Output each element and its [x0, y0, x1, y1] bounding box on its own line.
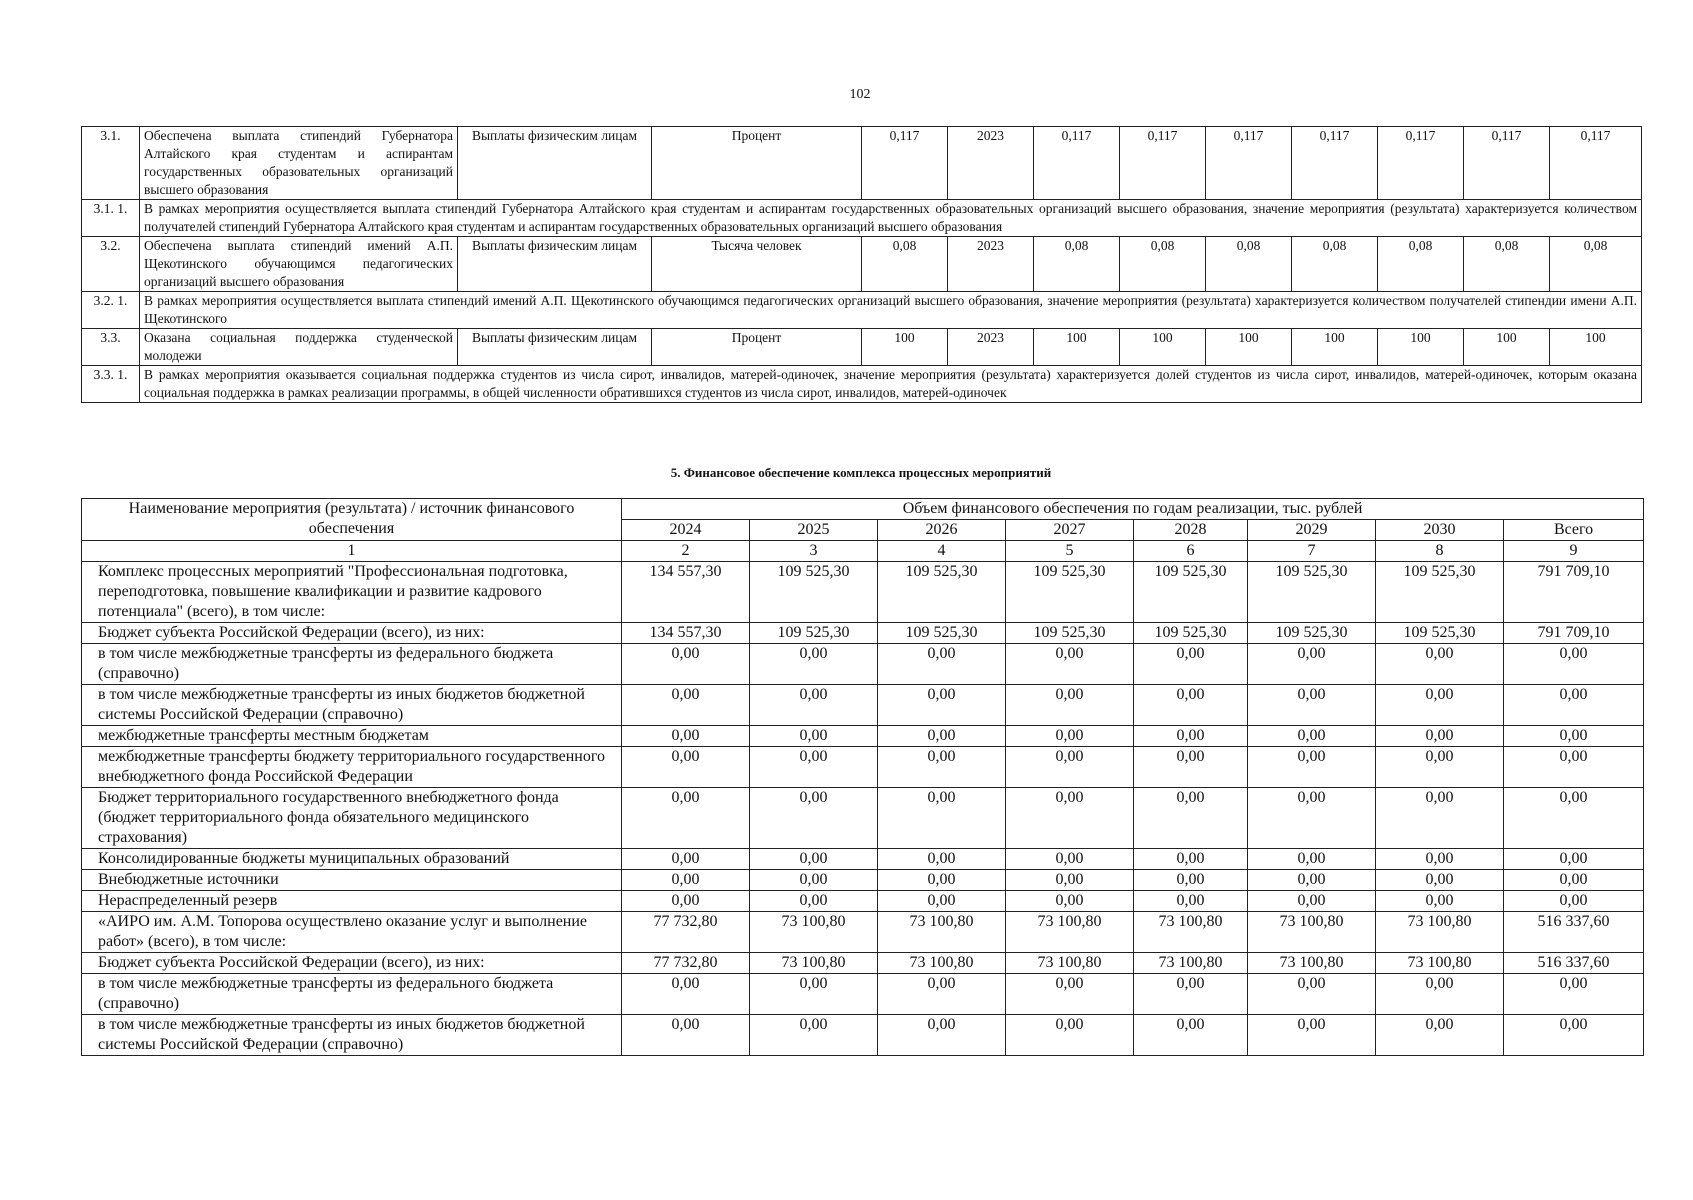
result-year-value: 0,08 [1120, 237, 1206, 292]
result-unit: Процент [652, 127, 862, 200]
financing-amount: 0,00 [1248, 974, 1376, 1015]
result-year-value: 0,117 [1292, 127, 1378, 200]
column-number: 3 [750, 541, 878, 562]
financing-amount: 0,00 [1006, 726, 1134, 747]
financing-amount: 0,00 [750, 726, 878, 747]
financing-amount: 0,00 [1376, 974, 1504, 1015]
financing-amount: 0,00 [1006, 974, 1134, 1015]
financing-amount: 0,00 [878, 974, 1006, 1015]
financing-source-name: Комплекс процессных мероприятий "Профессиональная подготовка, переподготовка, повышение квалификации и развитие кадрового потенциала" (всего), в том числе: [82, 562, 622, 623]
year-header: 2026 [878, 520, 1006, 541]
year-header: 2025 [750, 520, 878, 541]
financing-amount: 0,00 [1376, 891, 1504, 912]
financing-amount: 0,00 [622, 849, 750, 870]
financing-amount: 0,00 [1134, 747, 1248, 788]
result-description: Оказана социальная поддержка студенческой молодежи [140, 329, 458, 366]
financing-row [82, 953, 1644, 974]
result-year-value: 100 [1378, 329, 1464, 366]
financing-amount: 73 100,80 [878, 912, 1006, 953]
financing-row [82, 788, 1644, 849]
financing-row [82, 870, 1644, 891]
financing-amount: 0,00 [1248, 726, 1376, 747]
financing-amount: 0,00 [1504, 644, 1644, 685]
result-kind: Выплаты физическим лицам [458, 127, 652, 200]
financing-amount: 0,00 [878, 891, 1006, 912]
result-year-value: 100 [1120, 329, 1206, 366]
financing-amount: 0,00 [622, 644, 750, 685]
result-note-row [82, 366, 1642, 403]
financing-source-name: в том числе межбюджетные трансферты из иных бюджетов бюджетной системы Российской Федерации (справочно) [82, 685, 622, 726]
result-year-value: 100 [1292, 329, 1378, 366]
financing-row [82, 747, 1644, 788]
financing-amount: 0,00 [1006, 891, 1134, 912]
financing-amount: 0,00 [1134, 644, 1248, 685]
result-year-value: 0,08 [1292, 237, 1378, 292]
result-unit: Процент [652, 329, 862, 366]
results-table [81, 126, 1642, 403]
financing-row [82, 1015, 1644, 1056]
financing-amount: 73 100,80 [750, 953, 878, 974]
financing-amount: 0,00 [1376, 788, 1504, 849]
column-number: 9 [1504, 541, 1644, 562]
result-row [82, 329, 1642, 366]
financing-amount: 0,00 [1248, 891, 1376, 912]
financing-amount: 109 525,30 [878, 623, 1006, 644]
header-name: Наименование мероприятия (результата) / источник финансового обеспечения [82, 499, 622, 541]
financing-amount: 77 732,80 [622, 953, 750, 974]
result-year-value: 100 [1464, 329, 1550, 366]
financing-amount: 0,00 [1248, 685, 1376, 726]
financing-source-name: Бюджет субъекта Российской Федерации (всего), из них: [82, 953, 622, 974]
result-row [82, 237, 1642, 292]
result-note-row [82, 200, 1642, 237]
financing-amount: 0,00 [878, 788, 1006, 849]
financing-amount: 0,00 [750, 747, 878, 788]
financing-source-name: Внебюджетные источники [82, 870, 622, 891]
financing-amount: 109 525,30 [1134, 562, 1248, 623]
header-group: Объем финансового обеспечения по годам реализации, тыс. рублей [622, 499, 1644, 520]
financing-amount: 0,00 [1006, 870, 1134, 891]
result-base-value: 0,117 [862, 127, 948, 200]
financing-amount: 516 337,60 [1504, 953, 1644, 974]
financing-amount: 0,00 [878, 849, 1006, 870]
financing-amount: 0,00 [1376, 870, 1504, 891]
financing-amount: 0,00 [878, 644, 1006, 685]
financing-source-name: межбюджетные трансферты бюджету территориального государственного внебюджетного фонда Российской Федерации [82, 747, 622, 788]
year-header: 2030 [1376, 520, 1504, 541]
financing-amount: 0,00 [1134, 1015, 1248, 1056]
note-number: 3.2. 1. [82, 292, 140, 329]
year-header: 2024 [622, 520, 750, 541]
year-header: 2027 [1006, 520, 1134, 541]
financing-amount: 0,00 [750, 891, 878, 912]
note-number: 3.3. 1. [82, 366, 140, 403]
financing-amount: 73 100,80 [1006, 912, 1134, 953]
year-header: 2029 [1248, 520, 1376, 541]
financing-row [82, 644, 1644, 685]
financing-amount: 0,00 [878, 726, 1006, 747]
financing-amount: 0,00 [1248, 644, 1376, 685]
financing-amount: 0,00 [622, 1015, 750, 1056]
result-number: 3.1. [82, 127, 140, 200]
financing-source-name: Бюджет территориального государственного внебюджетного фонда (бюджет территориального фонда обязательного медицинского страхования) [82, 788, 622, 849]
financing-amount: 73 100,80 [1248, 912, 1376, 953]
financing-amount: 0,00 [622, 788, 750, 849]
financing-amount: 73 100,80 [1006, 953, 1134, 974]
financing-source-name: «АИРО им. А.М. Топорова осуществлено оказание услуг и выполнение работ» (всего), в том числе: [82, 912, 622, 953]
financing-amount: 0,00 [1504, 685, 1644, 726]
financing-amount: 109 525,30 [1248, 623, 1376, 644]
financing-amount: 0,00 [1006, 685, 1134, 726]
financing-amount: 0,00 [622, 726, 750, 747]
column-number: 2 [622, 541, 750, 562]
financing-amount: 0,00 [1376, 644, 1504, 685]
result-base-year: 2023 [948, 237, 1034, 292]
result-note-row [82, 292, 1642, 329]
financing-amount: 0,00 [1006, 788, 1134, 849]
result-year-value: 0,117 [1120, 127, 1206, 200]
financing-amount: 0,00 [1248, 788, 1376, 849]
financing-source-name: в том числе межбюджетные трансферты из федерального бюджета (справочно) [82, 974, 622, 1015]
financing-amount: 73 100,80 [878, 953, 1006, 974]
financing-row [82, 685, 1644, 726]
result-kind: Выплаты физическим лицам [458, 329, 652, 366]
column-number: 1 [82, 541, 622, 562]
year-header: Всего [1504, 520, 1644, 541]
financing-source-name: в том числе межбюджетные трансферты из иных бюджетов бюджетной системы Российской Федерации (справочно) [82, 1015, 622, 1056]
financing-row [82, 562, 1644, 623]
financing-amount: 109 525,30 [1006, 562, 1134, 623]
financing-amount: 0,00 [1376, 726, 1504, 747]
financing-amount: 0,00 [1376, 685, 1504, 726]
financing-amount: 109 525,30 [1248, 562, 1376, 623]
note-number: 3.1. 1. [82, 200, 140, 237]
column-number: 5 [1006, 541, 1134, 562]
financing-amount: 0,00 [622, 870, 750, 891]
result-row [82, 127, 1642, 200]
financing-amount: 0,00 [1248, 1015, 1376, 1056]
financing-amount: 73 100,80 [750, 912, 878, 953]
financing-amount: 0,00 [1134, 870, 1248, 891]
financing-amount: 134 557,30 [622, 562, 750, 623]
financing-amount: 0,00 [1134, 685, 1248, 726]
financing-amount: 0,00 [750, 974, 878, 1015]
page-number: 102 [849, 87, 871, 102]
section-title: 5. Финансовое обеспечение комплекса процессных мероприятий [670, 465, 1052, 480]
financing-amount: 516 337,60 [1504, 912, 1644, 953]
financing-amount: 0,00 [1504, 1015, 1644, 1056]
column-number: 4 [878, 541, 1006, 562]
financing-amount: 0,00 [1134, 788, 1248, 849]
financing-amount: 0,00 [750, 685, 878, 726]
financing-amount: 0,00 [1504, 788, 1644, 849]
result-year-value: 100 [1550, 329, 1642, 366]
financing-amount: 77 732,80 [622, 912, 750, 953]
financing-amount: 0,00 [1006, 747, 1134, 788]
result-year-value: 0,08 [1034, 237, 1120, 292]
result-year-value: 0,117 [1464, 127, 1550, 200]
financing-amount: 109 525,30 [750, 562, 878, 623]
financing-amount: 0,00 [750, 870, 878, 891]
financing-row [82, 891, 1644, 912]
financing-source-name: Бюджет субъекта Российской Федерации (всего), из них: [82, 623, 622, 644]
note-text: В рамках мероприятия осуществляется выплата стипендий Губернатора Алтайского края студентам и аспирантам государственных образовательных организаций высшего образования, значение мероприятия (результата) характеризуется количеством получателей стипендий Губернатора Алтайского края студентам и аспирантам государственных образовательных организаций высшего образования [140, 200, 1642, 237]
result-year-value: 0,117 [1206, 127, 1292, 200]
result-base-year: 2023 [948, 127, 1034, 200]
result-year-value: 0,08 [1464, 237, 1550, 292]
financing-amount: 0,00 [750, 644, 878, 685]
result-year-value: 0,08 [1206, 237, 1292, 292]
financing-amount: 0,00 [1006, 849, 1134, 870]
financing-amount: 109 525,30 [750, 623, 878, 644]
column-number: 7 [1248, 541, 1376, 562]
financing-amount: 0,00 [1134, 891, 1248, 912]
financing-amount: 0,00 [1134, 849, 1248, 870]
note-text: В рамках мероприятия оказывается социальная поддержка студентов из числа сирот, инвалидов, матерей-одиночек, значение мероприятия (результата) характеризуется долей студентов из числа сирот, инвалидов, матерей-одиночек, которым оказана социальная поддержка в рамках реализации программы, в общей численности обратившихся студентов из числа сирот, инвалидов, матерей-одиночек [140, 366, 1642, 403]
column-numbers-row [82, 541, 1644, 562]
financing-source-name: Нераспределенный резерв [82, 891, 622, 912]
financing-amount: 0,00 [1006, 644, 1134, 685]
financing-amount: 0,00 [1504, 870, 1644, 891]
financing-amount: 109 525,30 [1006, 623, 1134, 644]
financing-amount: 73 100,80 [1376, 912, 1504, 953]
financing-row [82, 974, 1644, 1015]
financing-amount: 791 709,10 [1504, 562, 1644, 623]
financing-amount: 0,00 [1006, 1015, 1134, 1056]
financing-amount: 0,00 [878, 870, 1006, 891]
result-year-value: 0,08 [1550, 237, 1642, 292]
result-number: 3.3. [82, 329, 140, 366]
result-year-value: 0,117 [1550, 127, 1642, 200]
financing-amount: 134 557,30 [622, 623, 750, 644]
result-year-value: 0,117 [1378, 127, 1464, 200]
financing-amount: 73 100,80 [1376, 953, 1504, 974]
financing-amount: 0,00 [1248, 747, 1376, 788]
financing-amount: 0,00 [622, 974, 750, 1015]
financing-amount: 0,00 [1134, 974, 1248, 1015]
financing-amount: 0,00 [1504, 849, 1644, 870]
result-year-value: 0,08 [1378, 237, 1464, 292]
year-header: 2028 [1134, 520, 1248, 541]
financing-amount: 0,00 [1376, 1015, 1504, 1056]
result-year-value: 100 [1034, 329, 1120, 366]
financing-amount: 0,00 [622, 685, 750, 726]
financing-row [82, 726, 1644, 747]
financing-amount: 0,00 [622, 747, 750, 788]
result-kind: Выплаты физическим лицам [458, 237, 652, 292]
financing-amount: 0,00 [878, 685, 1006, 726]
financing-amount: 0,00 [878, 1015, 1006, 1056]
result-base-value: 100 [862, 329, 948, 366]
financing-amount: 0,00 [1504, 891, 1644, 912]
financing-row [82, 912, 1644, 953]
result-base-year: 2023 [948, 329, 1034, 366]
financing-source-name: Консолидированные бюджеты муниципальных образований [82, 849, 622, 870]
financing-table [81, 498, 1644, 1056]
financing-amount: 109 525,30 [1376, 623, 1504, 644]
financing-amount: 0,00 [1248, 870, 1376, 891]
financing-amount: 0,00 [1504, 726, 1644, 747]
financing-amount: 791 709,10 [1504, 623, 1644, 644]
financing-amount: 0,00 [750, 788, 878, 849]
financing-amount: 0,00 [1376, 849, 1504, 870]
financing-source-name: межбюджетные трансферты местным бюджетам [82, 726, 622, 747]
result-unit: Тысяча человек [652, 237, 862, 292]
result-base-value: 0,08 [862, 237, 948, 292]
financing-amount: 109 525,30 [1376, 562, 1504, 623]
financing-amount: 0,00 [750, 849, 878, 870]
financing-amount: 0,00 [1376, 747, 1504, 788]
result-description: Обеспечена выплата стипендий Губернатора Алтайского края студентам и аспирантам государственных образовательных организаций высшего образования [140, 127, 458, 200]
result-number: 3.2. [82, 237, 140, 292]
financing-amount: 73 100,80 [1134, 912, 1248, 953]
financing-row [82, 849, 1644, 870]
header-row [82, 499, 1644, 520]
column-number: 8 [1376, 541, 1504, 562]
financing-amount: 109 525,30 [1134, 623, 1248, 644]
financing-amount: 0,00 [1504, 974, 1644, 1015]
result-year-value: 0,117 [1034, 127, 1120, 200]
financing-amount: 109 525,30 [878, 562, 1006, 623]
financing-source-name: в том числе межбюджетные трансферты из федерального бюджета (справочно) [82, 644, 622, 685]
note-text: В рамках мероприятия осуществляется выплата стипендий имений А.П. Щекотинского обучающимся педагогических организаций высшего образования, значение мероприятия (результата) характеризуется количеством получателей стипендии имени А.П. Щекотинского [140, 292, 1642, 329]
result-year-value: 100 [1206, 329, 1292, 366]
column-number: 6 [1134, 541, 1248, 562]
financing-row [82, 623, 1644, 644]
financing-amount: 73 100,80 [1134, 953, 1248, 974]
financing-amount: 0,00 [1248, 849, 1376, 870]
result-description: Обеспечена выплата стипендий имений А.П. Щекотинского обучающимся педагогических организаций высшего образования [140, 237, 458, 292]
financing-amount: 0,00 [750, 1015, 878, 1056]
financing-amount: 73 100,80 [1248, 953, 1376, 974]
financing-amount: 0,00 [622, 891, 750, 912]
financing-amount: 0,00 [878, 747, 1006, 788]
financing-amount: 0,00 [1504, 747, 1644, 788]
financing-amount: 0,00 [1134, 726, 1248, 747]
